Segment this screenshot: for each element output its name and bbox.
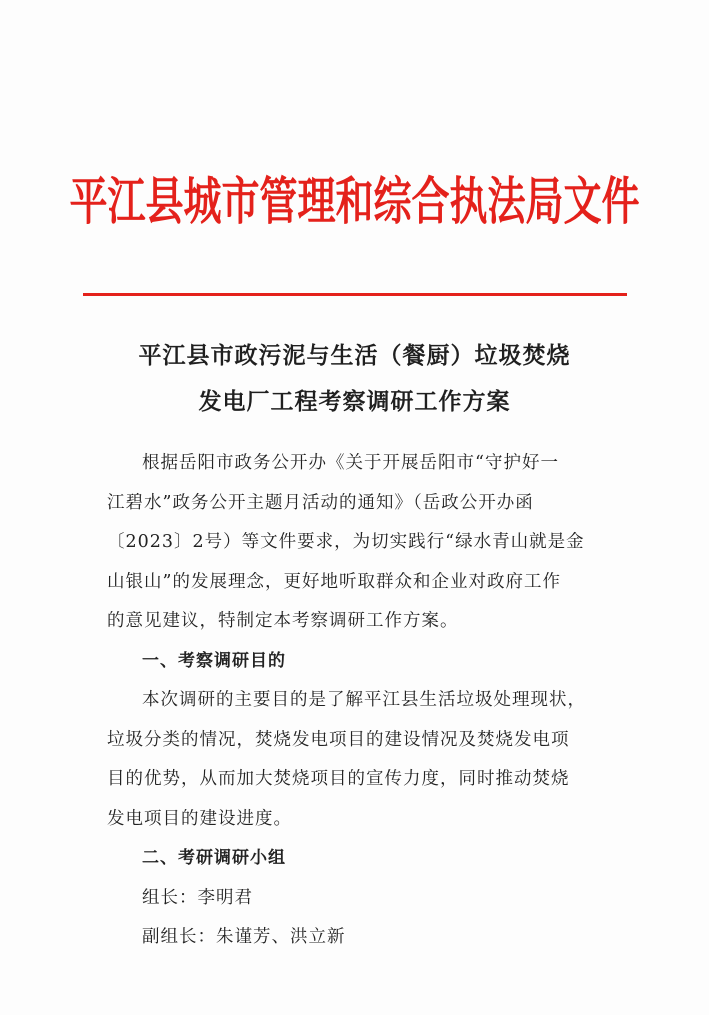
intro-line: 山银山”的发展理念，更好地听取群众和企业对政府工作 bbox=[107, 571, 561, 592]
team-leader: 组长：李明君 bbox=[142, 887, 253, 908]
purpose-line: 发电项目的建设进度。 bbox=[107, 808, 292, 829]
team-deputy-leader: 副组长：朱谨芳、洪立新 bbox=[142, 927, 346, 947]
document-title-line-1: 平江县市政污泥与生活（餐厨）垃圾焚烧 bbox=[138, 342, 571, 369]
intro-line: 〔2023〕2号）等文件要求，为切实践行“绿水青山就是金 bbox=[107, 532, 585, 552]
purpose-line: 本次调研的主要目的是了解平江县生活垃圾处理现状， bbox=[142, 690, 586, 710]
section-heading-team: 二、考研调研小组 bbox=[142, 848, 286, 868]
intro-line: 江碧水”政务公开主题月活动的通知》（岳政公开办函 bbox=[107, 492, 534, 513]
document-title-line-2: 发电厂工程考察调研工作方案 bbox=[198, 388, 511, 415]
intro-line: 的意见建议，特制定本考察调研工作方案。 bbox=[107, 611, 459, 631]
document-title bbox=[60, 333, 649, 425]
issuing-authority-header: 平江县城市管理和综合执法局文件 bbox=[69, 170, 640, 231]
purpose-line: 目的优势，从而加大焚烧项目的宣传力度，同时推动焚烧 bbox=[107, 769, 570, 789]
purpose-line: 垃圾分类的情况，焚烧发电项目的建设情况及焚烧发电项 bbox=[107, 729, 570, 750]
document-body bbox=[107, 444, 599, 958]
red-separator-line bbox=[83, 293, 627, 296]
intro-line: 根据岳阳市政务公开办《关于开展岳阳市“守护好一 bbox=[142, 453, 559, 473]
section-heading-purpose: 一、考察调研目的 bbox=[142, 650, 286, 671]
